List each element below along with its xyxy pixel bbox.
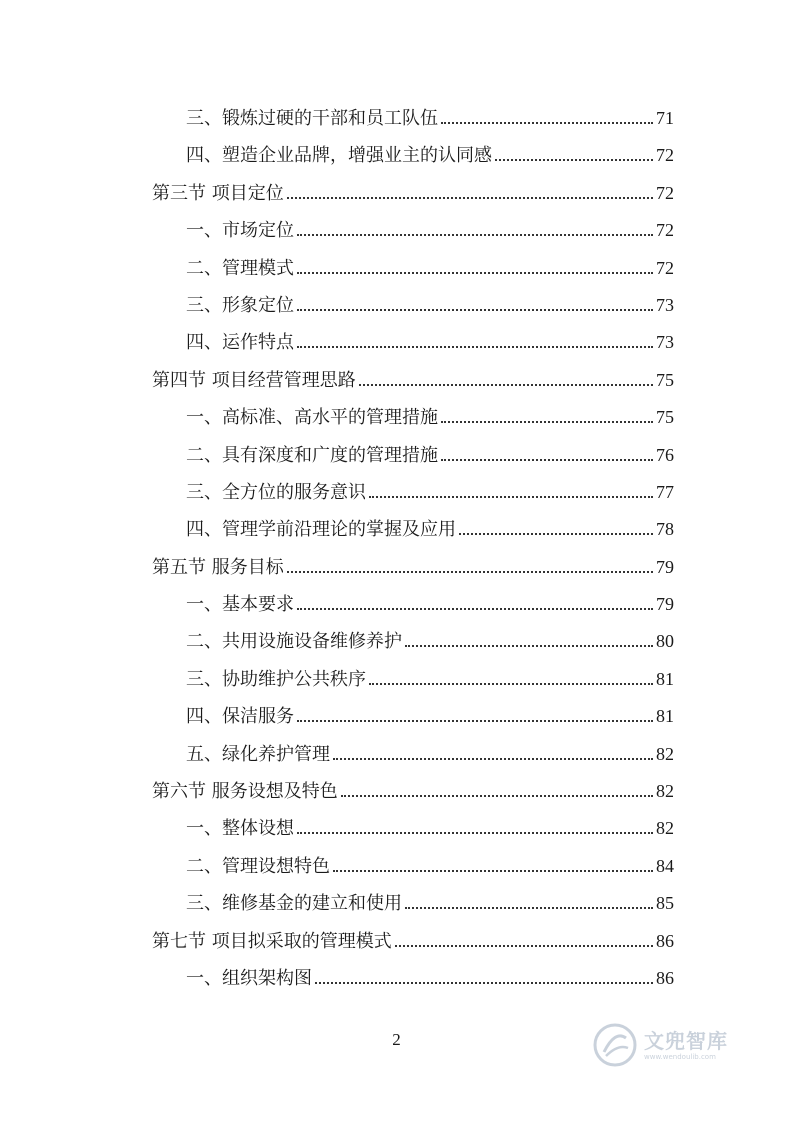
toc-subsection-entry[interactable] — [152, 698, 674, 735]
toc-entry-page-number: 82 — [656, 818, 674, 839]
toc-entry-label: 五、绿化养护管理 — [186, 743, 330, 765]
toc-entry-page-number: 72 — [656, 257, 674, 278]
toc-subsection-entry[interactable] — [152, 100, 674, 137]
watermark-url: www.wendoulib.com — [644, 1052, 716, 1061]
toc-subsection-entry[interactable] — [152, 885, 674, 922]
toc-section-entry[interactable] — [152, 362, 674, 399]
toc-entry-label: 三、锻炼过硬的干部和员工队伍 — [186, 108, 438, 129]
toc-entry-page-number: 85 — [656, 893, 674, 914]
toc-dot-leader — [369, 682, 653, 685]
toc-subsection-entry[interactable] — [152, 586, 674, 623]
toc-entry-label: 二、具有深度和广度的管理措施 — [186, 444, 438, 466]
toc-entry-page-number: 86 — [656, 930, 674, 951]
toc-entry-page-number: 81 — [656, 668, 674, 689]
toc-entry-page-number: 73 — [656, 332, 674, 353]
toc-section-entry[interactable] — [152, 549, 674, 586]
toc-entry-page-number: 72 — [656, 220, 674, 241]
toc-entry-page-number: 75 — [656, 407, 674, 428]
toc-dot-leader — [359, 383, 653, 386]
toc-subsection-entry[interactable] — [152, 324, 674, 361]
toc-entry-label: 一、高标准、高水平的管理措施 — [186, 407, 438, 429]
toc-entry-label: 三、形象定位 — [186, 294, 294, 316]
toc-entry-label: 二、共用设施设备维修养护 — [186, 631, 402, 653]
toc-dot-leader — [495, 158, 653, 161]
toc-entry-label: 二、管理模式 — [186, 257, 294, 279]
toc-dot-leader — [297, 271, 653, 274]
toc-entry-page-number: 79 — [656, 594, 674, 615]
toc-dot-leader — [333, 757, 653, 760]
toc-subsection-entry[interactable] — [152, 250, 674, 287]
toc-dot-leader — [297, 719, 653, 722]
toc-dot-leader — [405, 644, 653, 647]
toc-entry-page-number: 84 — [656, 855, 674, 876]
toc-entry-label: 一、基本要求 — [186, 594, 294, 616]
toc-dot-leader — [341, 794, 653, 797]
toc-subsection-entry[interactable] — [152, 848, 674, 885]
toc-entry-label: 三、全方位的服务意识 — [186, 481, 366, 503]
toc-subsection-entry[interactable] — [152, 623, 674, 660]
toc-dot-leader — [287, 196, 653, 199]
toc-entry-label: 四、保洁服务 — [186, 706, 294, 728]
toc-dot-leader — [441, 420, 653, 423]
toc-subsection-entry[interactable] — [152, 212, 674, 249]
toc-dot-leader — [395, 944, 653, 947]
toc-entry-page-number: 75 — [656, 369, 674, 390]
toc-entry-page-number: 76 — [656, 444, 674, 465]
toc-subsection-entry[interactable] — [152, 437, 674, 474]
toc-dot-leader — [315, 981, 653, 984]
toc-entry-page-number: 72 — [656, 182, 674, 203]
toc-entry-label: 第六节 服务设想及特色 — [152, 781, 338, 803]
toc-entry-page-number: 73 — [656, 294, 674, 315]
toc-entry-label: 第五节 服务目标 — [152, 556, 284, 578]
toc-section-entry[interactable] — [152, 773, 674, 810]
toc-dot-leader — [297, 308, 653, 311]
toc-dot-leader — [297, 831, 653, 834]
toc-entry-label: 一、组织架构图 — [186, 967, 312, 989]
toc-entry-page-number: 79 — [656, 556, 674, 577]
toc-entry-label: 四、塑造企业品牌，增强业主的认同感 — [186, 145, 492, 167]
toc-entry-label: 一、市场定位 — [186, 220, 294, 242]
toc-entry-label: 四、管理学前沿理论的掌握及应用 — [186, 519, 456, 541]
toc-section-entry[interactable] — [152, 923, 674, 960]
toc-entry-page-number: 80 — [656, 631, 674, 652]
toc-dot-leader — [369, 495, 653, 498]
toc-entry-page-number: 71 — [656, 108, 674, 128]
toc-entry-page-number: 78 — [656, 519, 674, 540]
toc-subsection-entry[interactable] — [152, 960, 674, 997]
toc-dot-leader — [297, 607, 653, 610]
toc-entry-label: 三、协助维护公共秩序 — [186, 668, 366, 690]
toc-entry-page-number: 81 — [656, 706, 674, 727]
toc-dot-leader — [459, 532, 653, 535]
toc-entry-page-number: 82 — [656, 781, 674, 802]
wendou-logo-icon — [592, 1022, 638, 1068]
toc-dot-leader — [441, 121, 653, 124]
toc-dot-leader — [405, 906, 653, 909]
toc-subsection-entry[interactable] — [152, 661, 674, 698]
toc-entry-label: 第七节 项目拟采取的管理模式 — [152, 930, 392, 952]
toc-entry-page-number: 86 — [656, 967, 674, 988]
watermark — [592, 1015, 752, 1075]
toc-entry-label: 第四节 项目经营管理思路 — [152, 369, 356, 391]
toc-subsection-entry[interactable] — [152, 736, 674, 773]
toc-dot-leader — [297, 345, 653, 348]
table-of-contents — [152, 100, 674, 997]
toc-subsection-entry[interactable] — [152, 287, 674, 324]
toc-entry-label: 第三节 项目定位 — [152, 182, 284, 204]
toc-dot-leader — [287, 570, 653, 573]
toc-entry-label: 二、管理设想特色 — [186, 855, 330, 877]
watermark-name: 文兜智库 — [644, 1028, 728, 1053]
toc-entry-label: 一、整体设想 — [186, 818, 294, 840]
toc-subsection-entry[interactable] — [152, 511, 674, 548]
page-number: 2 — [392, 1030, 401, 1049]
toc-subsection-entry[interactable] — [152, 137, 674, 174]
toc-subsection-entry[interactable] — [152, 810, 674, 847]
toc-section-entry[interactable] — [152, 175, 674, 212]
toc-entry-page-number: 82 — [656, 743, 674, 764]
toc-dot-leader — [297, 233, 653, 236]
toc-entry-label: 三、维修基金的建立和使用 — [186, 893, 402, 915]
toc-subsection-entry[interactable] — [152, 474, 674, 511]
toc-dot-leader — [441, 458, 653, 461]
toc-dot-leader — [333, 869, 653, 872]
toc-subsection-entry[interactable] — [152, 399, 674, 436]
toc-entry-page-number: 72 — [656, 145, 674, 166]
toc-entry-label: 四、运作特点 — [186, 332, 294, 354]
toc-entry-page-number: 77 — [656, 481, 674, 502]
